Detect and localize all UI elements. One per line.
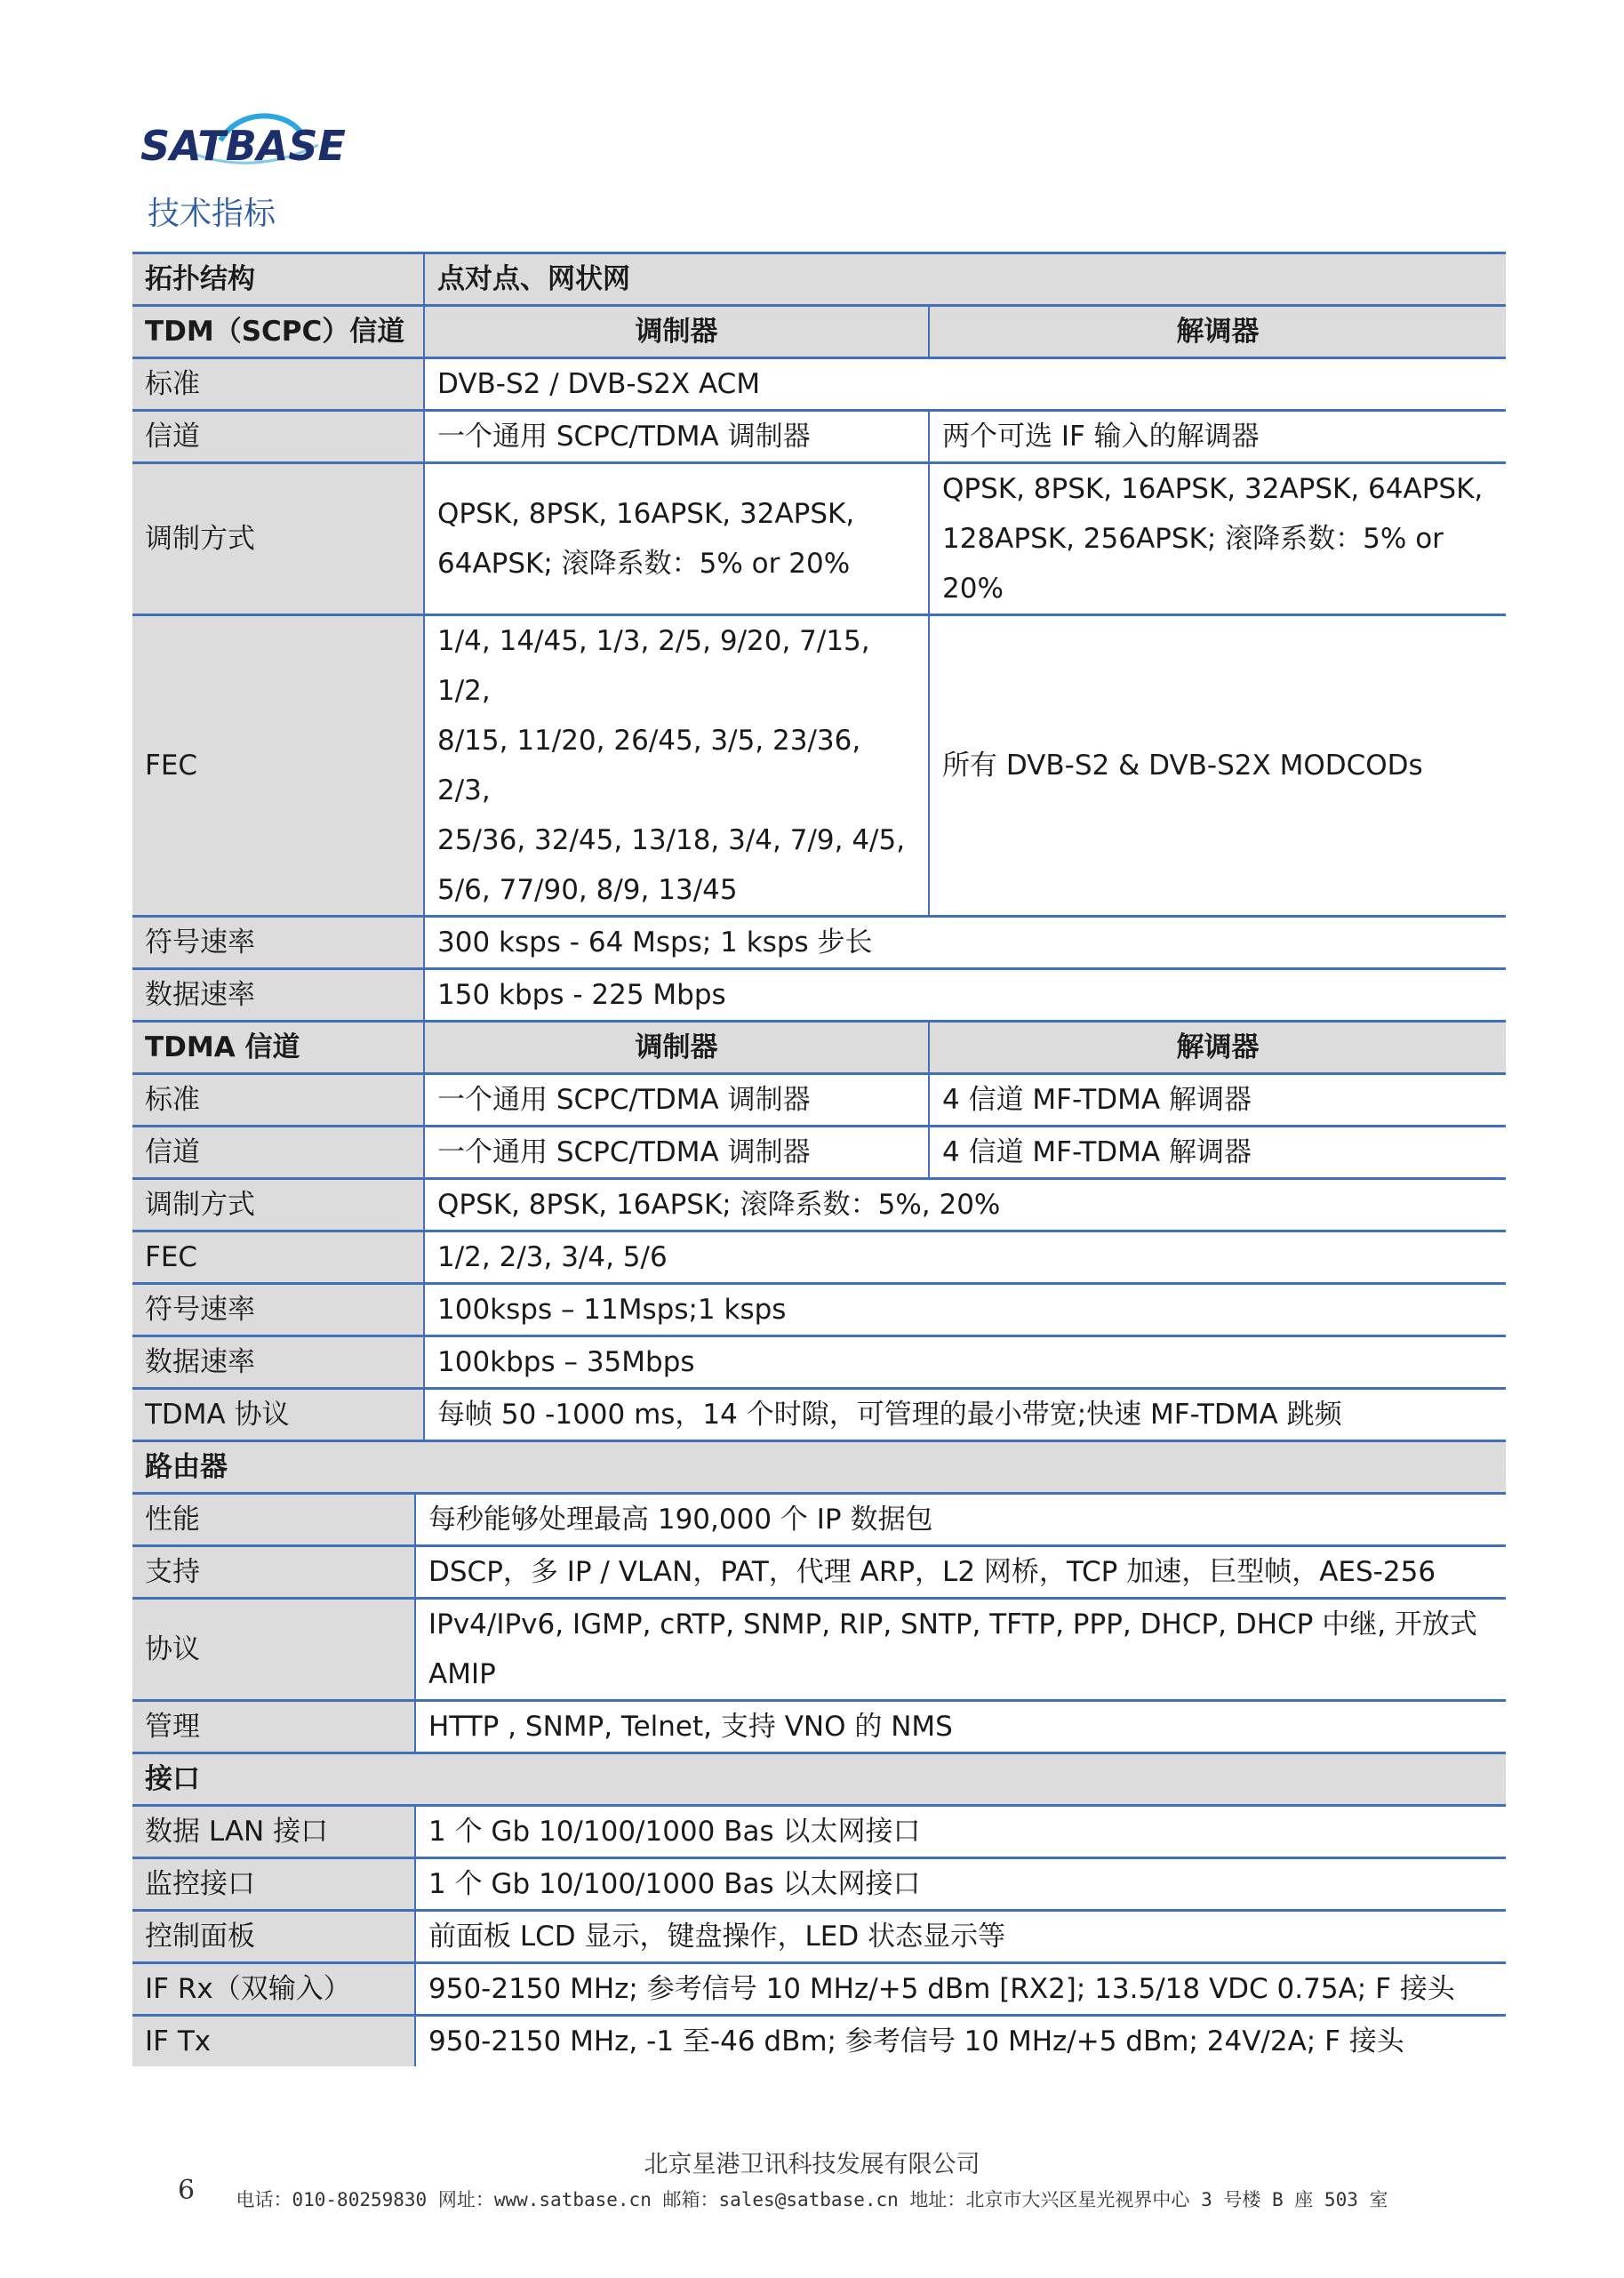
row-tdm-symbol-rate xyxy=(132,917,1506,969)
tdm-symbol-rate-value: 300 ksps - 64 Msps; 1 ksps 步长 xyxy=(424,917,1506,969)
topology-value: 点对点、网状网 xyxy=(424,253,1506,306)
section-title: 技术指标 xyxy=(148,196,276,232)
tdm-modulation-demodulator-line: QPSK, 8PSK, 16APSK, 32APSK, 64APSK, xyxy=(942,473,1484,505)
data-lan-value: 1 个 Gb 10/100/1000 Bas 以太网接口 xyxy=(415,1806,1506,1858)
tdma-channel-demodulator: 4 信道 MF-TDMA 解调器 xyxy=(929,1127,1506,1179)
tdma-fec-label: FEC xyxy=(132,1231,424,1284)
tdm-fec-line: 8/15, 11/20, 26/45, 3/5, 23/36, 2/3, xyxy=(437,725,861,806)
tdma-channel-modulator: 一个通用 SCPC/TDMA 调制器 xyxy=(424,1127,929,1179)
topology-label: 拓扑结构 xyxy=(132,253,424,306)
tdm-channel-label: 信道 xyxy=(132,411,424,463)
tdm-channel-demodulator: 两个可选 IF 输入的解调器 xyxy=(929,411,1506,463)
tdm-channel-modulator: 一个通用 SCPC/TDMA 调制器 xyxy=(424,411,929,463)
router-protocols-line: IPv4/IPv6, IGMP, cRTP, SNMP, RIP, SNTP, TFTP, PPP, DHCP, DHCP 中继, 开放式 xyxy=(428,1608,1477,1640)
tdma-symbol-rate-value: 100ksps – 11Msps;1 ksps xyxy=(424,1284,1506,1336)
data-lan-label: 数据 LAN 接口 xyxy=(132,1806,415,1858)
tdma-standard-demodulator: 4 信道 MF-TDMA 解调器 xyxy=(929,1074,1506,1127)
tdma-header-label: TDMA 信道 xyxy=(132,1022,424,1074)
router-performance-value: 每秒能够处理最高 190,000 个 IP 数据包 xyxy=(415,1494,1506,1546)
tdm-fec-demodulator: 所有 DVB-S2 & DVB-S2X MODCODs xyxy=(929,615,1506,917)
tdm-standard-value: DVB-S2 / DVB-S2X ACM xyxy=(424,358,1506,411)
tdma-symbol-rate-label: 符号速率 xyxy=(132,1284,424,1336)
tdma-standard-modulator: 一个通用 SCPC/TDMA 调制器 xyxy=(424,1074,929,1127)
row-tdma-symbol-rate xyxy=(132,1284,1506,1336)
row-tdm-channel xyxy=(132,411,1506,463)
tdm-header-demodulator: 解调器 xyxy=(929,306,1506,358)
tdm-modulation-demodulator-line: 128APSK, 256APSK; 滚降系数：5% or 20% xyxy=(942,523,1444,605)
row-tdm-header xyxy=(132,306,1506,358)
row-router-performance xyxy=(132,1494,1506,1546)
router-performance-label: 性能 xyxy=(132,1494,415,1546)
tdm-fec-line: 5/6, 77/90, 8/9, 13/45 xyxy=(437,874,738,906)
tdma-header-modulator: 调制器 xyxy=(424,1022,929,1074)
footer-contact: 电话：010-80259830 网址：www.satbase.cn 邮箱：sales@satbase.cn 地址：北京市大兴区星光视界中心 3 号楼 B 座 503 室 xyxy=(236,2189,1388,2210)
router-support-label: 支持 xyxy=(132,1546,415,1599)
tdm-fec-line: 1/4, 14/45, 1/3, 2/5, 9/20, 7/15, 1/2, xyxy=(437,625,870,707)
row-router-support xyxy=(132,1546,1506,1599)
panel-label: 控制面板 xyxy=(132,1911,415,1963)
row-tdma-channel xyxy=(132,1127,1506,1179)
tdma-channel-label: 信道 xyxy=(132,1127,424,1179)
tdm-fec-label: FEC xyxy=(132,615,424,917)
tdma-header-demodulator: 解调器 xyxy=(929,1022,1506,1074)
tdma-protocol-value: 每帧 50 -1000 ms，14 个时隙，可管理的最小带宽;快速 MF-TDMA 跳频 xyxy=(424,1389,1506,1441)
tdm-fec-line: 25/36, 32/45, 13/18, 3/4, 7/9, 4/5, xyxy=(437,824,906,856)
row-router-protocols xyxy=(132,1599,1506,1701)
row-tdm-modulation xyxy=(132,463,1506,615)
router-protocols-line: AMIP xyxy=(428,1658,496,1690)
tdm-data-rate-label: 数据速率 xyxy=(132,969,424,1022)
row-router-header xyxy=(132,1442,1506,1494)
row-if-tx xyxy=(132,2016,1506,2067)
row-tdma-data-rate xyxy=(132,1336,1506,1389)
if-tx-label: IF Tx xyxy=(132,2016,415,2067)
row-tdma-header xyxy=(132,1022,1506,1074)
tdm-modulation-modulator-line: 64APSK; 滚降系数：5% or 20% xyxy=(437,548,851,580)
tdma-fec-value: 1/2, 2/3, 3/4, 5/6 xyxy=(424,1231,1506,1284)
tdma-modulation-label: 调制方式 xyxy=(132,1179,424,1231)
satbase-logo xyxy=(140,105,363,176)
if-rx-value: 950-2150 MHz; 参考信号 10 MHz/+5 dBm [RX2]; 13.5/18 VDC 0.75A; F 接头 xyxy=(415,1963,1506,2016)
monitor-label: 监控接口 xyxy=(132,1858,415,1911)
row-tdm-standard xyxy=(132,358,1506,411)
router-support-value: DSCP，多 IP / VLAN，PAT，代理 ARP，L2 网桥，TCP 加速，巨型帧，AES-256 xyxy=(415,1546,1506,1599)
tdm-data-rate-value: 150 kbps - 225 Mbps xyxy=(424,969,1506,1022)
interfaces-header: 接口 xyxy=(132,1753,1506,1806)
panel-value: 前面板 LCD 显示，键盘操作，LED 状态显示等 xyxy=(415,1911,1506,1963)
row-monitor xyxy=(132,1858,1506,1911)
if-rx-label: IF Rx（双输入） xyxy=(132,1963,415,2016)
if-tx-value: 950-2150 MHz, -1 至-46 dBm; 参考信号 10 MHz/+5 dBm; 24V/2A; F 接头 xyxy=(415,2016,1506,2067)
tdma-standard-label: 标准 xyxy=(132,1074,424,1127)
tdm-modulation-modulator-line: QPSK, 8PSK, 16APSK, 32APSK, xyxy=(437,498,855,530)
row-tdma-protocol xyxy=(132,1389,1506,1441)
footer-company: 北京星港卫讯科技发展有限公司 xyxy=(644,2151,980,2178)
tdm-fec-modulator xyxy=(424,615,929,917)
router-management-label: 管理 xyxy=(132,1701,415,1753)
router-protocols-value xyxy=(415,1599,1506,1701)
row-tdma-modulation xyxy=(132,1179,1506,1231)
tdma-data-rate-value: 100kbps – 35Mbps xyxy=(424,1336,1506,1389)
row-data-lan xyxy=(132,1806,1506,1858)
tdm-header-label: TDM（SCPC）信道 xyxy=(132,306,424,358)
row-tdma-standard xyxy=(132,1074,1506,1127)
row-if-rx xyxy=(132,1963,1506,2016)
tdma-data-rate-label: 数据速率 xyxy=(132,1336,424,1389)
router-header: 路由器 xyxy=(132,1442,1506,1494)
tdm-modulation-modulator xyxy=(424,463,929,615)
tdm-header-modulator: 调制器 xyxy=(424,306,929,358)
spec-table xyxy=(132,252,1506,2066)
tdm-modulation-label: 调制方式 xyxy=(132,463,424,615)
row-interfaces-header xyxy=(132,1753,1506,1806)
tdma-modulation-value: QPSK, 8PSK, 16APSK; 滚降系数：5%, 20% xyxy=(424,1179,1506,1231)
tdm-modulation-demodulator xyxy=(929,463,1506,615)
row-tdm-fec xyxy=(132,615,1506,917)
row-tdm-data-rate xyxy=(132,969,1506,1022)
row-tdma-fec xyxy=(132,1231,1506,1284)
row-panel xyxy=(132,1911,1506,1963)
row-topology xyxy=(132,253,1506,306)
row-router-management xyxy=(132,1701,1506,1753)
router-protocols-label: 协议 xyxy=(132,1599,415,1701)
monitor-value: 1 个 Gb 10/100/1000 Bas 以太网接口 xyxy=(415,1858,1506,1911)
tdm-symbol-rate-label: 符号速率 xyxy=(132,917,424,969)
logo-wordmark: SATBASE xyxy=(140,122,346,170)
tdma-protocol-label: TDMA 协议 xyxy=(132,1389,424,1441)
page-number: 6 xyxy=(178,2175,196,2206)
router-management-value: HTTP , SNMP, Telnet, 支持 VNO 的 NMS xyxy=(415,1701,1506,1753)
tdm-standard-label: 标准 xyxy=(132,358,424,411)
